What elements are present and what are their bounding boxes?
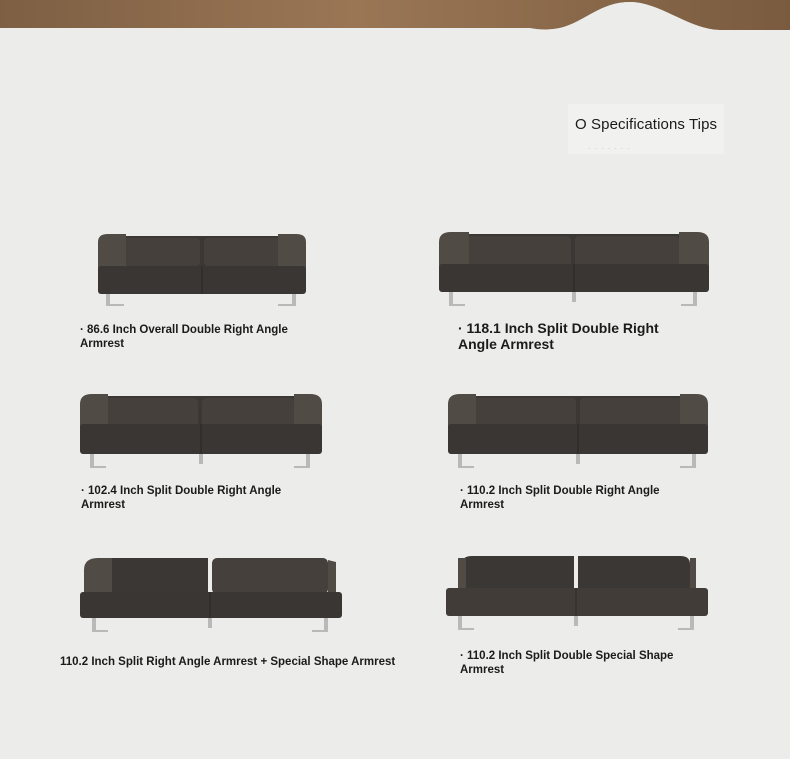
sofa-image-6 [444,554,710,634]
sofa-image-5 [78,556,344,636]
product-caption-2: · 118.1 Inch Split Double Right Angle Armrest [458,320,659,352]
sofa-image-4 [446,392,710,472]
section-title: O Specifications Tips [575,116,718,133]
product-caption-4: · 110.2 Inch Split Double Right Angle Armrest [460,485,660,511]
sofa-image-1 [96,230,308,310]
product-caption-6: · 110.2 Inch Split Double Special Shape Armrest [460,650,674,676]
sofa-image-2 [437,230,711,310]
product-caption-1: · 86.6 Inch Overall Double Right Angle Armrest [80,324,288,350]
section-subtitle: · · · · · · · [588,143,631,153]
product-caption-5: 110.2 Inch Split Right Angle Armrest + Special Shape Armrest [60,656,396,668]
product-caption-3: · 102.4 Inch Split Double Right Angle Armrest [81,485,282,511]
sofa-image-3 [78,392,324,472]
wood-banner [0,0,790,34]
